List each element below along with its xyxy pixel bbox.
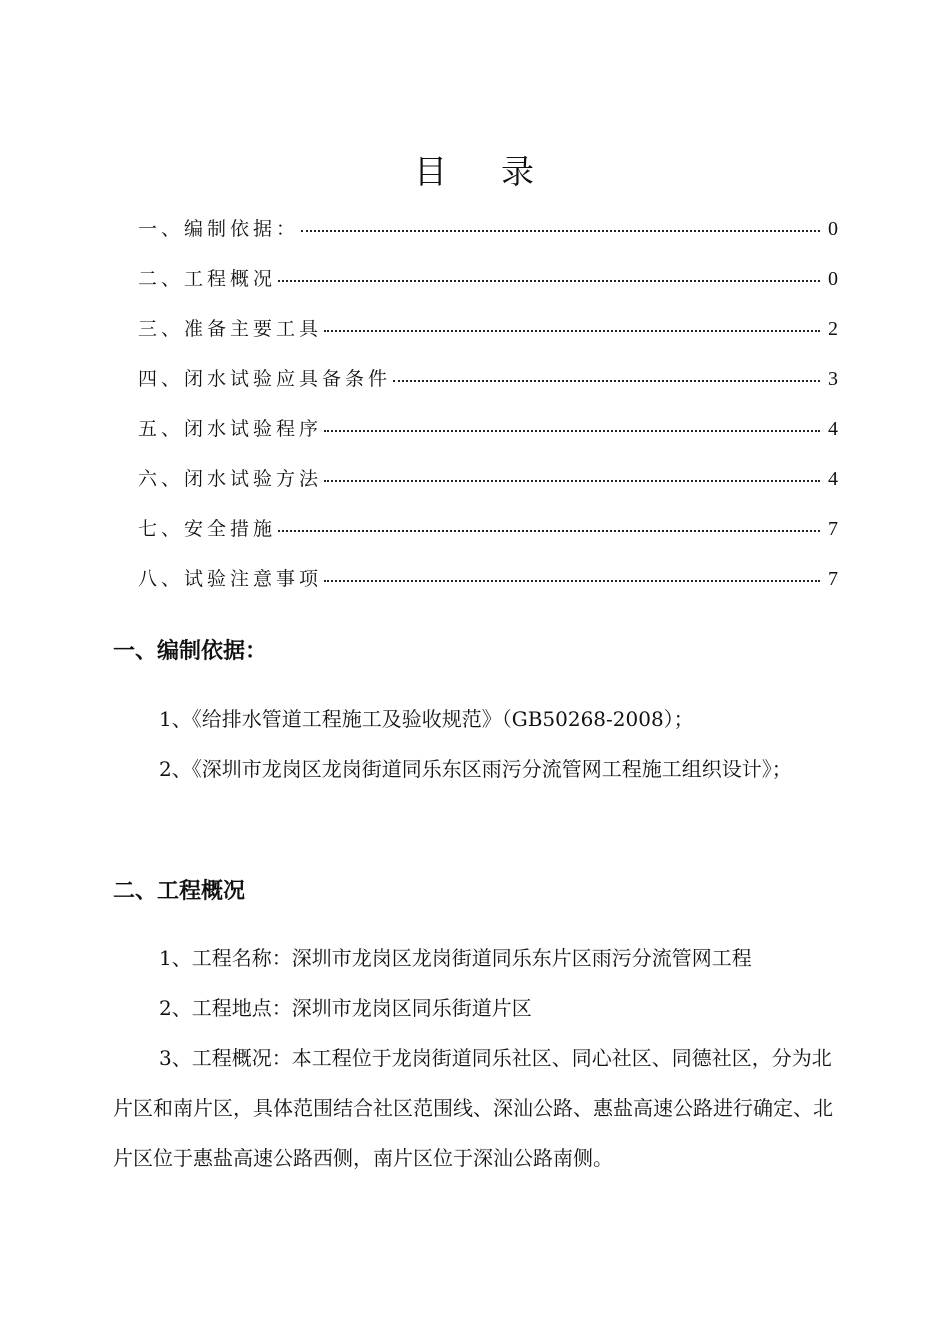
toc-title-char-2: 录: [501, 152, 536, 191]
overview-item-location: 2、工程地点：深圳市龙岗区同乐街道片区: [159, 996, 532, 1020]
toc-entry-label: 八、试验注意事项: [138, 568, 323, 590]
toc-entry[interactable]: [138, 514, 838, 564]
toc-entry-page: 4: [828, 468, 838, 490]
section-heading-basis: 一、编制依据：: [113, 639, 268, 664]
toc-entry-page: 0: [828, 268, 838, 290]
toc-entry[interactable]: [138, 464, 838, 514]
toc-entry[interactable]: [138, 364, 838, 414]
toc-entry-page: 7: [828, 518, 838, 540]
toc-entry-label: 三、准备主要工具: [138, 318, 323, 340]
toc-entry[interactable]: [138, 564, 838, 614]
toc-entry-label: 一、编制依据：: [138, 218, 300, 240]
section-heading-overview: 二、工程概况: [113, 879, 246, 904]
overview-item-summary: 3、工程概况：本工程位于龙岗街道同乐社区、同心社区、同德社区，分为北片区和南片区，具体范围结合社区范围线、深汕公路、惠盐高速公路进行确定、北片区位于惠盐高速公路西侧，南片区位于深汕公路南侧。: [113, 1046, 833, 1170]
toc-entry-label: 五、闭水试验程序: [138, 418, 323, 440]
basis-item-2: 2、《深圳市龙岗区龙岗街道同乐东区雨污分流管网工程施工组织设计》；: [159, 757, 792, 781]
toc-entry-page: 3: [828, 368, 838, 390]
toc-entry-page: 2: [828, 318, 838, 340]
toc-entry[interactable]: [138, 264, 838, 314]
toc-leader-dots: [301, 229, 820, 232]
toc-leader-dots: [324, 579, 820, 582]
toc-leader-dots: [324, 479, 820, 482]
toc-entry[interactable]: [138, 214, 838, 264]
toc-entry-label: 二、工程概况: [138, 268, 277, 290]
toc-entry-page: 0: [828, 218, 838, 240]
toc-entry-label: 七、安全措施: [138, 518, 277, 540]
table-of-contents: [138, 214, 838, 614]
toc-entry-label: 六、闭水试验方法: [138, 468, 323, 490]
toc-title-char-1: 目: [414, 152, 449, 191]
toc-leader-dots: [278, 529, 820, 532]
toc-entry-page: 4: [828, 418, 838, 440]
toc-entry[interactable]: [138, 314, 838, 364]
toc-leader-dots: [324, 329, 820, 332]
toc-entry-page: 7: [828, 568, 838, 590]
toc-entry[interactable]: [138, 414, 838, 464]
toc-leader-dots: [324, 429, 820, 432]
overview-item-name: 1、工程名称：深圳市龙岗区龙岗街道同乐东片区雨污分流管网工程: [159, 946, 752, 970]
toc-entry-label: 四、闭水试验应具备条件: [138, 368, 392, 390]
basis-item-1: 1、《给排水管道工程施工及验收规范》（GB50268-2008）；: [159, 707, 694, 731]
toc-leader-dots: [393, 379, 820, 382]
toc-leader-dots: [278, 279, 820, 282]
toc-title: [0, 146, 950, 193]
